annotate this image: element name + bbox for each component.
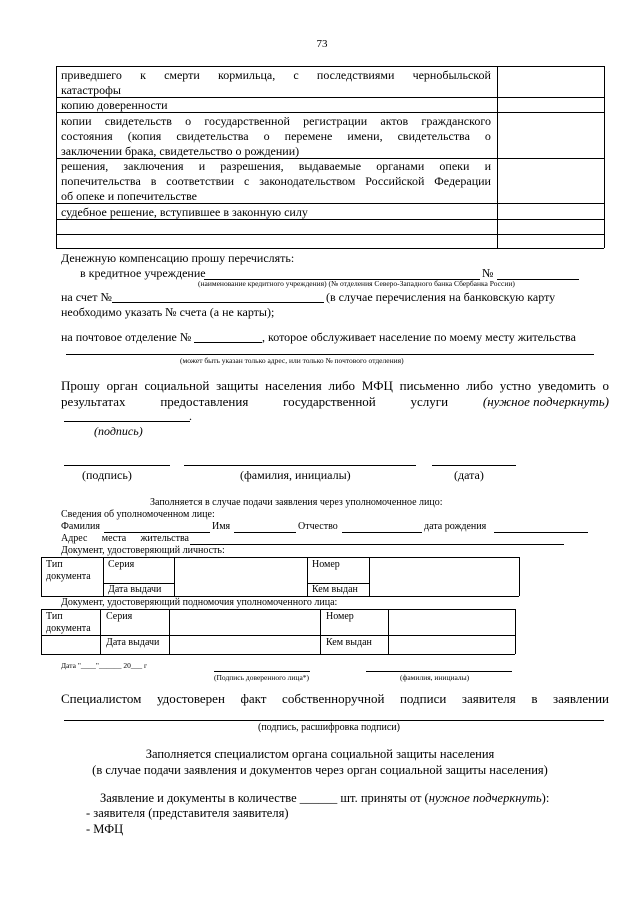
type-label: Тип bbox=[46, 611, 63, 622]
option-mfc[interactable]: - МФЦ bbox=[86, 822, 124, 836]
issue-date-label: Дата выдачи bbox=[106, 637, 160, 648]
account-suffix: (в случае перечисления на банковскую карту bbox=[326, 290, 556, 304]
first-name-field[interactable] bbox=[234, 532, 296, 533]
rep-name-label: (фамилия, инициалы) bbox=[400, 673, 470, 682]
number-label: Номер bbox=[326, 611, 354, 622]
accepted-line: Заявление и документы в количестве ______ шт. приняты от (нужное подчеркнуть): bbox=[100, 791, 550, 805]
account-note: необходимо указать № счета (а не карты); bbox=[61, 305, 275, 319]
table-cell-text: катастрофы bbox=[61, 83, 121, 97]
number-sign: № bbox=[482, 266, 494, 280]
address-label: Адрес места жительства bbox=[61, 533, 189, 544]
option-applicant[interactable]: - заявителя (представителя заявителя) bbox=[86, 806, 289, 820]
account-number-line[interactable] bbox=[112, 302, 324, 303]
notify-signature-line[interactable] bbox=[64, 421, 190, 422]
type-label-2: документа bbox=[46, 571, 91, 582]
page-number: 73 bbox=[316, 38, 328, 50]
post-hint: (может быть указан только адрес, или только № почтового отделения) bbox=[180, 356, 404, 365]
type-label: Тип bbox=[46, 559, 63, 570]
signature-line[interactable] bbox=[64, 465, 170, 466]
table-row: судебное решение, вступившее в законную силу bbox=[61, 205, 308, 219]
rep-name-line[interactable] bbox=[366, 671, 512, 672]
date-label: (дата) bbox=[454, 468, 484, 482]
agency-subtitle: (в случае подачи заявления и документов через орган социальной защиты населения) bbox=[92, 763, 548, 777]
period: . bbox=[189, 409, 192, 423]
payment-heading: Денежную компенсацию прошу перечислять: bbox=[61, 251, 295, 265]
number-label: Номер bbox=[312, 559, 340, 570]
name-line[interactable] bbox=[184, 465, 416, 466]
power-doc-label: Документ, удостоверяющий подномочия уполномоченного лица: bbox=[61, 597, 338, 608]
patronymic-field[interactable] bbox=[342, 532, 422, 533]
certify-signature-line[interactable] bbox=[64, 720, 604, 721]
type-label-2: документа bbox=[46, 623, 91, 634]
birth-date-field[interactable] bbox=[494, 532, 588, 533]
birth-date-label: дата рождения bbox=[424, 521, 487, 532]
address-field[interactable] bbox=[190, 544, 564, 545]
table-row: копии свидетельств о государственной регистрации актов гражданского bbox=[61, 114, 491, 128]
credit-label: в кредитное учреждение bbox=[80, 266, 206, 280]
id-doc-label: Документ, удостоверяющий личность: bbox=[61, 545, 225, 556]
rep-date: Дата "____"______ 20___ г bbox=[61, 661, 148, 670]
certify-line: Специалистом удостоверен факт собственноручной подписи заявителя в заявлении bbox=[61, 691, 609, 706]
series-label: Серия bbox=[106, 611, 133, 622]
table-cell-text: попечительства в соответствии с законодательством Российской Федерации bbox=[61, 174, 491, 188]
certify-hint: (подпись, расшифровка подписи) bbox=[258, 722, 400, 733]
credit-hint: (наименование кредитного учреждения) (№ отделения Северо-Западного банка Сбербанка России) bbox=[198, 279, 515, 288]
post-address-line[interactable] bbox=[66, 354, 594, 355]
table-row: копию доверенности bbox=[61, 98, 168, 112]
rep-header: Заполняется в случае подачи заявления через уполномоченное лицо: bbox=[150, 497, 443, 508]
post-suffix: , которое обслуживает население по моему месту жительства bbox=[262, 330, 576, 344]
issued-by-label: Кем выдан bbox=[312, 584, 358, 595]
surname-label: Фамилия bbox=[61, 521, 100, 532]
post-label: на почтовое отделение № bbox=[61, 330, 192, 344]
table-cell-text: об опеке и попечительстве bbox=[61, 189, 197, 203]
agency-title: Заполняется специалистом органа социальной защиты населения bbox=[145, 747, 495, 761]
table-row: приведшего к смерти кормильца, с последствиями чернобыльской bbox=[61, 68, 491, 82]
patronymic-label: Отчество bbox=[298, 521, 338, 532]
table-cell-text: состояния (копия свидетельства о перемене имени, свидетельства о bbox=[61, 129, 491, 143]
table-cell-text: заключении брака, свидетельство о рождении) bbox=[61, 144, 300, 158]
date-line[interactable] bbox=[432, 465, 516, 466]
notify-sign-label: (подпись) bbox=[94, 424, 143, 438]
rep-signature-line[interactable] bbox=[214, 671, 310, 672]
notify-line-2: результатах предоставления государственной услуги (нужное подчеркнуть) bbox=[61, 394, 609, 409]
account-label: на счет № bbox=[61, 290, 112, 304]
issue-date-label: Дата выдачи bbox=[108, 584, 162, 595]
name-label: (фамилия, инициалы) bbox=[240, 468, 351, 482]
series-label: Серия bbox=[108, 559, 135, 570]
first-name-label: Имя bbox=[212, 521, 231, 532]
signature-label: (подпись) bbox=[82, 468, 132, 482]
table-row: решения, заключения и разрешения, выдаваемые органами опеки и bbox=[61, 159, 491, 173]
rep-info: Сведения об уполномоченном лице: bbox=[61, 509, 215, 520]
issued-by-label: Кем выдан bbox=[326, 637, 372, 648]
notify-line-1: Прошу орган социальной защиты населения либо МФЦ письменно либо устно уведомить о bbox=[61, 378, 609, 393]
post-office-line[interactable] bbox=[194, 342, 262, 343]
rep-signature-label: (Подпись доверенного лица*) bbox=[214, 673, 310, 682]
